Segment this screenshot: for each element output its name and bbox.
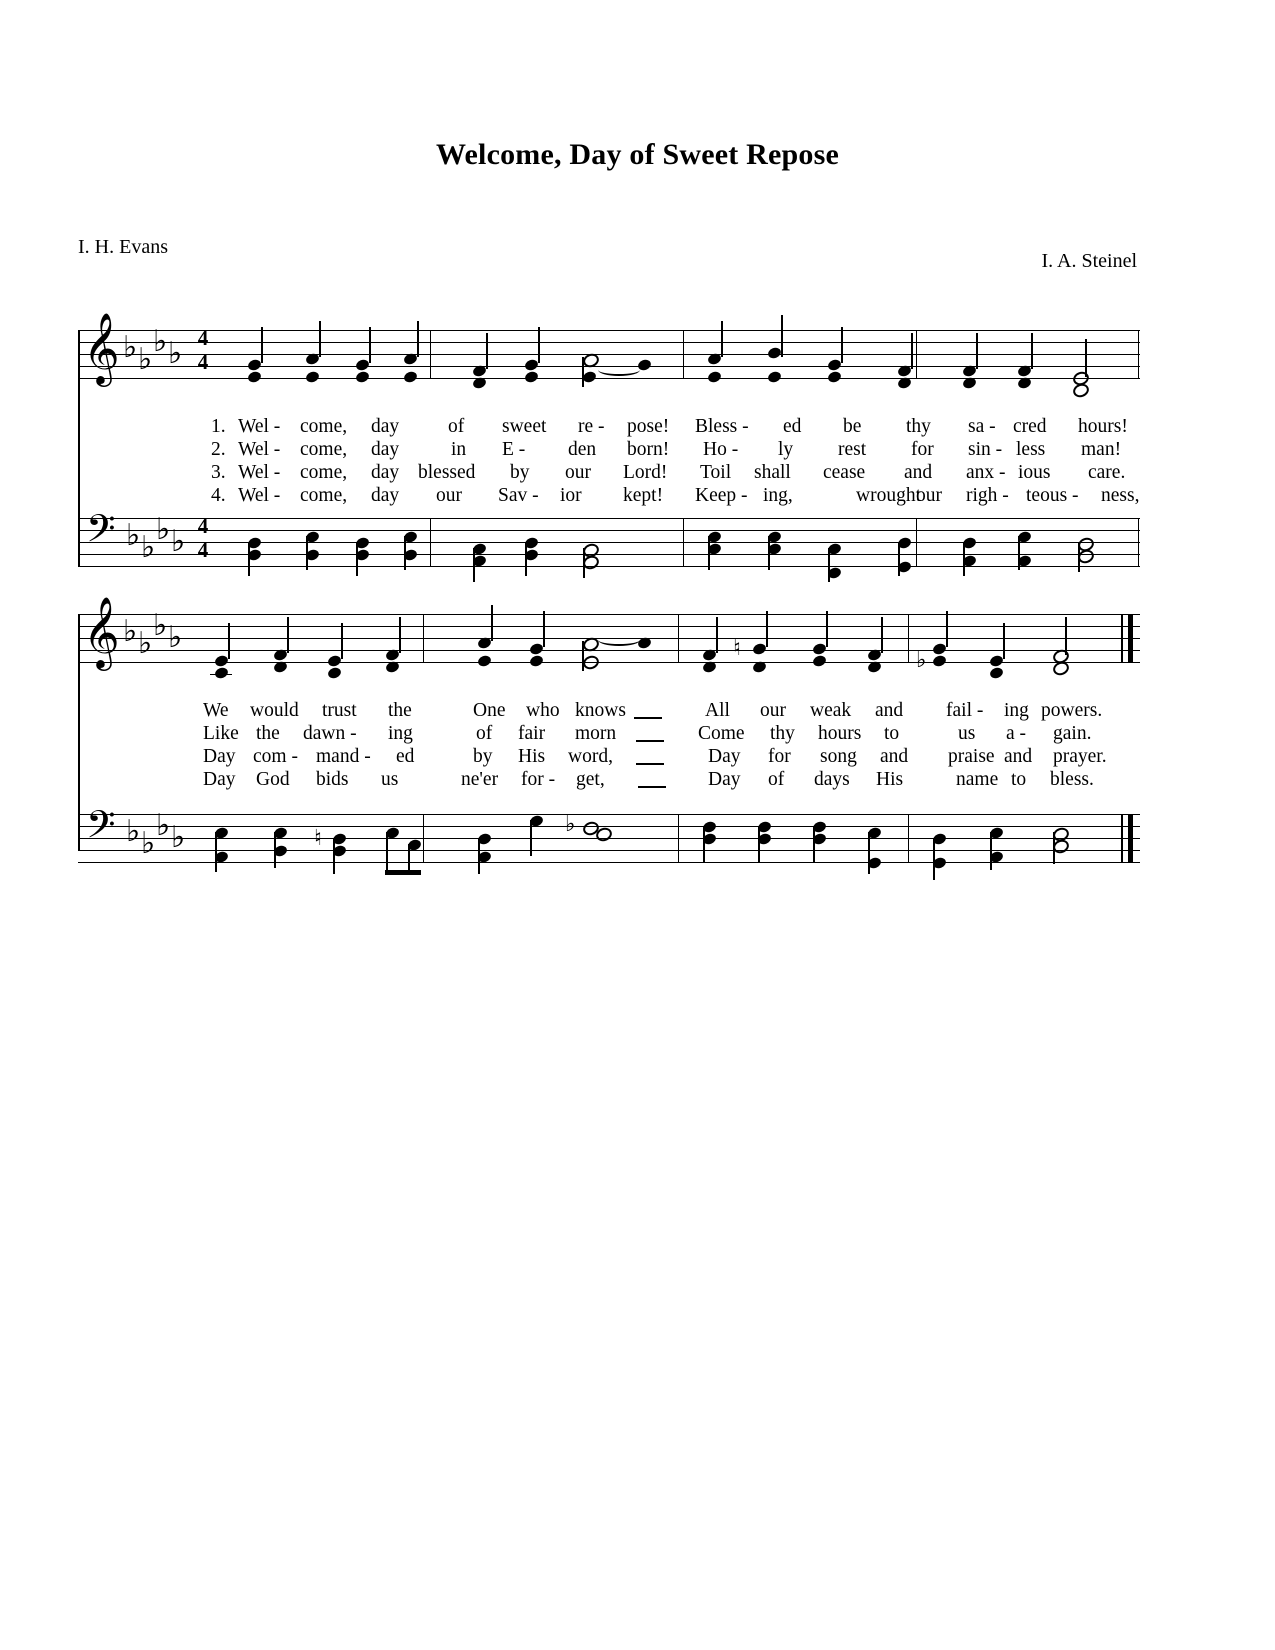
barline [916,518,917,566]
stem [582,641,584,671]
notehead [327,666,343,680]
stem [386,832,388,872]
staff-line [78,850,1140,851]
stem [491,605,493,641]
stem [538,327,540,363]
stem [341,623,343,659]
key-signature-flat: ♭ [138,342,153,377]
lyric-extender [634,717,662,719]
stem [766,611,768,647]
stem [708,536,710,570]
stem [1018,536,1020,570]
lyrics-system-2 [78,700,1148,792]
stem [356,542,358,576]
barline [430,518,431,566]
ledger-line [210,674,232,675]
lyricist-credit: I. H. Evans [78,236,168,258]
treble-clef-icon: 𝄞 [83,311,120,384]
stem [473,548,475,582]
stem [933,838,935,880]
key-signature-flat: ♭ [138,626,153,661]
barline [683,518,684,566]
stem [898,542,900,576]
staff-line [78,650,1140,651]
stem [1065,617,1067,655]
key-signature-flat: ♭ [153,608,168,643]
stem [911,333,913,369]
barline [1138,330,1139,378]
time-signature-denominator: 4 [197,538,209,562]
stem [1053,832,1055,864]
key-signature-flat: ♭ [141,826,156,861]
stem [963,542,965,576]
staff-line [78,814,1140,815]
stem [399,617,401,653]
stem [408,844,410,872]
stem [813,826,815,862]
music-system-1 [78,311,1140,580]
barline [1138,518,1139,566]
stem [781,315,783,357]
barline [916,330,917,378]
stem [758,826,760,862]
time-signature-numerator: 4 [197,514,209,538]
lyric-extender [638,786,666,788]
stem [582,357,584,387]
stem [716,617,718,653]
stem [530,820,532,856]
stem [583,548,585,578]
bass-clef-icon: 𝄢 [86,506,116,560]
stem [525,542,527,576]
barline [908,814,909,862]
key-signature-flat: ♭ [126,814,141,849]
final-barline-thin [1121,614,1123,662]
stem [274,832,276,868]
stem [333,838,335,874]
staff-line [78,342,1140,343]
notehead [214,666,230,680]
staff-line [78,554,1140,555]
bass-staff-1 [78,514,1140,566]
stem [215,832,217,872]
stem [319,321,321,357]
stem [1003,623,1005,659]
music-system-2 [78,595,1140,864]
lyric-extender [636,740,664,742]
time-signature-denominator: 4 [197,350,209,374]
stem [228,623,230,659]
key-signature-flat: ♭ [168,620,183,655]
staff-line [78,614,1140,615]
stem [543,611,545,647]
lyric-verse-4: Day God bids us ne'er for - get, Day of days His name to bless. [203,769,1094,790]
natural-accidental: ♮ [314,826,322,851]
lyric-verse-1: 1. Wel - come, day of sweet re - pose! Bless - ed be thy sa - cred hours! [211,416,1128,437]
flat-accidental: ♭ [916,648,927,673]
page-title: Welcome, Day of Sweet Repose [436,138,839,171]
time-signature-numerator: 4 [197,326,209,350]
stem [826,611,828,647]
stem [287,617,289,653]
key-signature-flat: ♭ [156,808,171,843]
lyric-verse-2: Like the dawn - ing of fair morn Come thy hours to us a - gain. [203,723,1092,744]
lyric-verse-1: We would trust the One who knows All our weak and fail - ing powers. [203,700,1103,721]
notehead-half [1071,382,1090,400]
natural-accidental: ♮ [733,636,741,661]
barline [678,614,679,662]
stem [976,333,978,369]
composer-credit: I. A. Steinel [1041,250,1137,272]
stem [881,617,883,653]
lyrics-system-1 [78,416,1148,508]
lyric-verse-4: 4. Wel - come, day our Sav - ior kept! Keep - ing, wrought our righ - teous - ness, [211,485,1140,506]
lyric-extender [636,763,664,765]
stem [946,611,948,647]
tie [598,634,640,646]
staff-line [78,518,1140,519]
staff-line [78,826,1140,827]
bass-clef-icon: 𝄢 [86,802,116,856]
stem [1078,542,1080,572]
beam [385,870,421,875]
stem [703,826,705,862]
barline [683,330,684,378]
barline [423,814,424,862]
barline [908,614,909,662]
staff-line [78,530,1140,531]
lyric-verse-3: Day com - mand - ed by His word, Day for song and praise and prayer. [203,746,1107,767]
stem [868,832,870,874]
staff-line [78,626,1140,627]
tie [598,364,640,376]
key-signature-flat: ♭ [123,614,138,649]
key-signature-flat: ♭ [168,336,183,371]
stem [828,548,830,582]
staff-line [78,862,1140,863]
staff-line [78,662,1140,663]
stem [841,327,843,363]
staff-line [78,566,1140,567]
key-signature-flat: ♭ [171,820,186,855]
staff-line [78,542,1140,543]
stem [721,321,723,357]
key-signature-flat: ♭ [153,324,168,359]
barline [430,330,431,378]
stem [768,536,770,570]
stem [261,327,263,363]
flat-accidental: ♭ [565,812,576,837]
stem [306,536,308,570]
lyric-verse-2: 2. Wel - come, day in E - den born! Ho - ly rest for sin - less man! [211,439,1122,460]
key-signature-flat: ♭ [123,330,138,365]
key-signature-flat: ♭ [126,518,141,553]
stem [1031,333,1033,369]
stem [990,832,992,870]
lyric-verse-3: 3. Wel - come, day blessed by our Lord! Toil shall cease and anx - ious care. [211,462,1126,483]
stem [369,327,371,363]
stem [478,838,480,874]
staff-line [78,330,1140,331]
key-signature-flat: ♭ [156,512,171,547]
final-barline-thick [1128,614,1133,662]
stem [417,321,419,357]
staff-line [78,378,1140,379]
key-signature-flat: ♭ [171,524,186,559]
treble-clef-icon: 𝄞 [83,595,120,668]
barline [423,614,424,662]
stem [404,536,406,570]
stem [486,333,488,369]
barline [678,814,679,862]
key-signature-flat: ♭ [141,530,156,565]
notehead [989,666,1005,680]
final-barline-thin [1121,814,1123,862]
staff-line [78,354,1140,355]
final-barline-thick [1128,814,1133,862]
stem [1085,339,1087,377]
stem [248,542,250,576]
